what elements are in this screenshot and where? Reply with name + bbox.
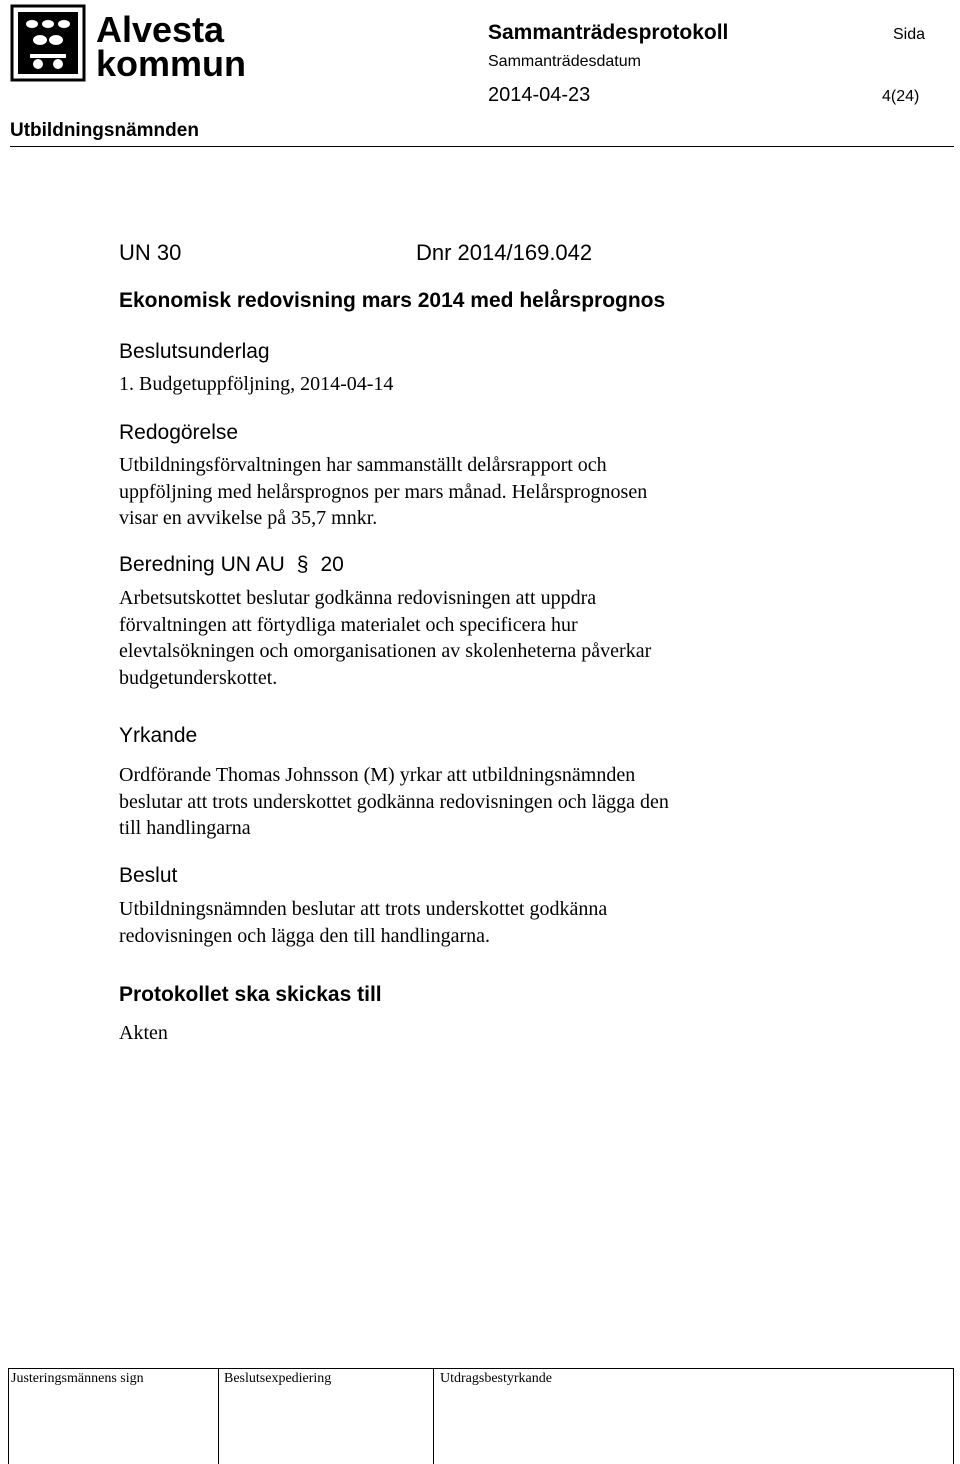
beslut-text: Utbildningsnämnden beslutar att trots underskottet godkänna redovisningen och lägga den till handlingarna.	[119, 898, 608, 947]
redogorelse-text: Utbildningsförvaltningen har sammanställt delårsrapport och uppföljning med helårsprognos per mars månad. Helårsprognosen visar en avvikelse på 35,7 mnkr.	[119, 454, 648, 529]
document-type: Sammanträdesprotokoll	[488, 21, 729, 44]
meeting-date: 2014-04-23	[488, 84, 591, 106]
header-divider	[10, 146, 954, 147]
footer-column-border	[218, 1369, 219, 1464]
page-label: Sida	[893, 26, 926, 43]
svg-text:kommun: kommun	[96, 43, 247, 84]
protokollet-recipient: Akten	[119, 1022, 168, 1044]
footer-column-border	[8, 1369, 9, 1464]
meeting-date-label: Sammanträdesdatum	[488, 53, 641, 70]
beslutsunderlag-item: 1. Budgetuppföljning, 2014-04-14	[119, 373, 394, 395]
footer-column-border	[953, 1369, 954, 1464]
item-number: UN 30	[119, 240, 182, 265]
redogorelse-heading: Redogörelse	[119, 421, 239, 444]
beslutsunderlag-heading: Beslutsunderlag	[119, 340, 270, 363]
diary-number: Dnr 2014/169.042	[416, 240, 593, 265]
beredning-text: Arbetsutskottet beslutar godkänna redovisningen att uppdra förvaltningen att förtydliga materialet och specificera hur elevtalsökningen och omorganisationen av skolenheterna påverkar budgetunderskottet.	[119, 587, 652, 689]
yrkande-heading: Yrkande	[119, 724, 198, 747]
svg-text:Alvesta: Alvesta	[96, 9, 225, 50]
yrkande-text: Ordförande Thomas Johnsson (M) yrkar att utbildningsnämnden beslutar att trots underskottet godkänna redovisningen och lägga den till handlingarna	[119, 764, 669, 839]
footer-divider	[8, 1368, 954, 1369]
beslut-heading: Beslut	[119, 864, 178, 887]
beredning-heading: Beredning UN AU § 20	[119, 553, 344, 576]
alvesta-kommun-logo	[10, 4, 250, 84]
item-title: Ekonomisk redovisning mars 2014 med helårsprognos	[119, 289, 666, 312]
footer-dispatch-label: Beslutsexpediering	[224, 1371, 332, 1386]
footer-column-border	[433, 1369, 434, 1464]
protokollet-heading: Protokollet ska skickas till	[119, 983, 382, 1006]
page-number: 4(24)	[882, 88, 920, 105]
footer-extract-label: Utdragsbestyrkande	[440, 1371, 552, 1386]
committee-name: Utbildningsnämnden	[10, 120, 199, 141]
footer-signature-label: Justeringsmännens sign	[11, 1371, 144, 1386]
